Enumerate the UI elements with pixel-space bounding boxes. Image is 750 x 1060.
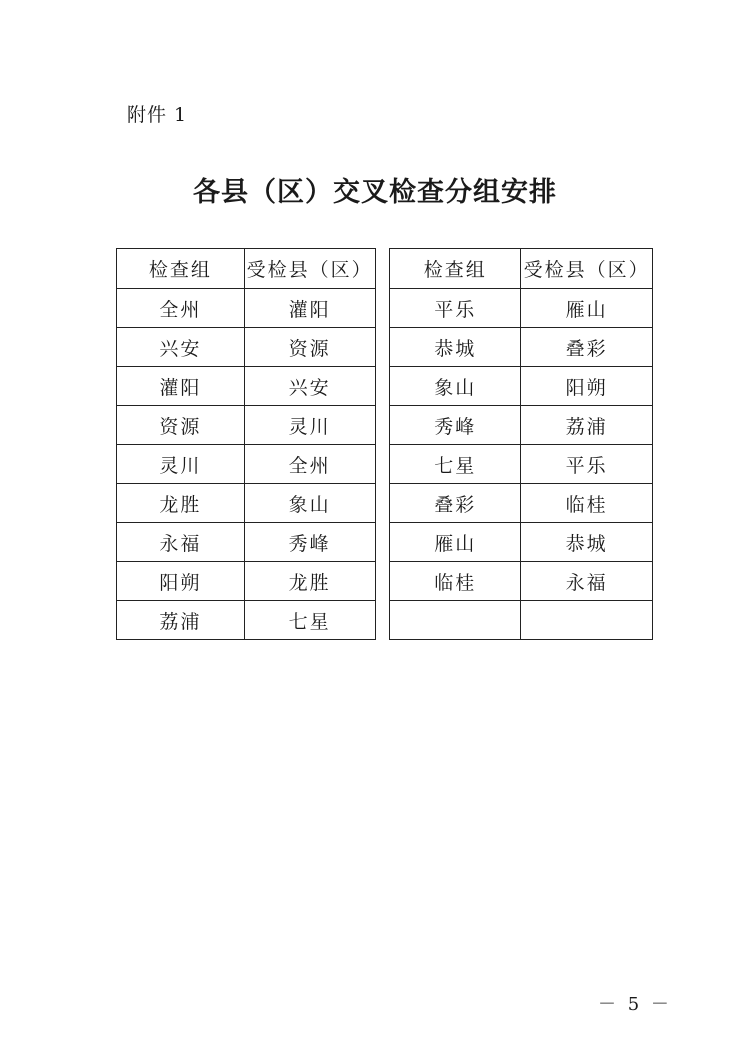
header-left-group: 检查组 — [117, 249, 245, 289]
column-separator — [375, 484, 390, 523]
header-right-group: 检查组 — [390, 249, 521, 289]
left-group-cell: 兴安 — [117, 328, 245, 367]
document-title: 各县（区）交叉检查分组安排 — [193, 177, 557, 208]
left-county-cell: 龙胜 — [244, 562, 375, 601]
left-group-cell: 灌阳 — [117, 367, 245, 406]
left-group-cell: 资源 — [117, 406, 245, 445]
column-separator — [375, 523, 390, 562]
right-group-cell: 平乐 — [390, 289, 521, 328]
cross-inspection-table — [116, 248, 653, 649]
table-row — [117, 367, 653, 406]
attachment-label: 附件 1 — [127, 104, 188, 126]
right-county-cell: 雁山 — [521, 289, 653, 328]
page-number: － 5 － — [598, 994, 672, 1015]
table-row — [117, 406, 653, 445]
right-group-cell: 雁山 — [390, 523, 521, 562]
table-row — [117, 328, 653, 367]
column-separator — [375, 367, 390, 406]
inspection-grid — [116, 248, 653, 640]
table-row — [117, 445, 653, 484]
left-county-cell: 灌阳 — [244, 289, 375, 328]
left-county-cell: 七星 — [244, 601, 375, 640]
right-county-cell: 荔浦 — [521, 406, 653, 445]
left-group-cell: 永福 — [117, 523, 245, 562]
table-row — [117, 562, 653, 601]
column-separator — [375, 562, 390, 601]
left-county-cell: 全州 — [244, 445, 375, 484]
left-county-cell: 资源 — [244, 328, 375, 367]
right-county-cell — [521, 601, 653, 640]
table-row — [117, 601, 653, 640]
right-group-cell: 秀峰 — [390, 406, 521, 445]
left-group-cell: 阳朔 — [117, 562, 245, 601]
table-row — [117, 523, 653, 562]
right-group-cell: 恭城 — [390, 328, 521, 367]
right-group-cell: 临桂 — [390, 562, 521, 601]
table-row — [117, 289, 653, 328]
right-county-cell: 恭城 — [521, 523, 653, 562]
right-group-cell: 七星 — [390, 445, 521, 484]
left-county-cell: 兴安 — [244, 367, 375, 406]
right-county-cell: 叠彩 — [521, 328, 653, 367]
left-county-cell: 象山 — [244, 484, 375, 523]
right-group-cell: 叠彩 — [390, 484, 521, 523]
column-separator — [375, 289, 390, 328]
right-county-cell: 永福 — [521, 562, 653, 601]
header-right-county: 受检县（区） — [521, 249, 653, 289]
table-row — [117, 484, 653, 523]
left-group-cell: 全州 — [117, 289, 245, 328]
column-separator — [375, 601, 390, 640]
column-separator — [375, 445, 390, 484]
right-county-cell: 阳朔 — [521, 367, 653, 406]
right-group-cell — [390, 601, 521, 640]
left-group-cell: 荔浦 — [117, 601, 245, 640]
table-header-row — [117, 249, 653, 289]
left-group-cell: 龙胜 — [117, 484, 245, 523]
left-county-cell: 秀峰 — [244, 523, 375, 562]
column-separator — [375, 328, 390, 367]
column-separator — [375, 406, 390, 445]
header-left-county: 受检县（区） — [244, 249, 375, 289]
column-separator — [375, 249, 390, 289]
right-group-cell: 象山 — [390, 367, 521, 406]
right-county-cell: 临桂 — [521, 484, 653, 523]
right-county-cell: 平乐 — [521, 445, 653, 484]
left-group-cell: 灵川 — [117, 445, 245, 484]
left-county-cell: 灵川 — [244, 406, 375, 445]
